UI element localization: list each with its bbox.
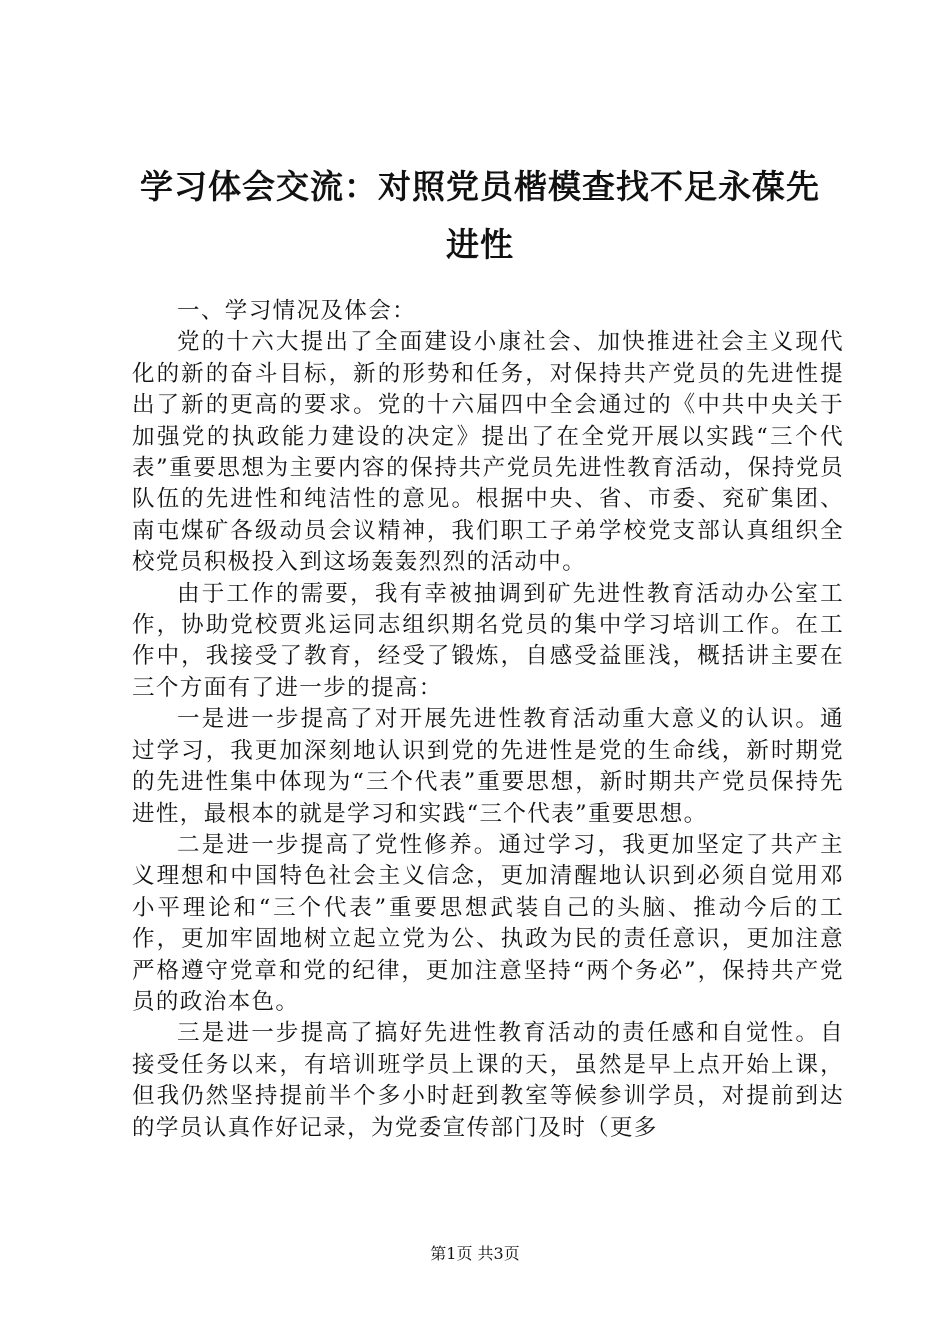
body-paragraph: 三是进一步提高了搞好先进性教育活动的责任感和自觉性。自接受任务以来，有培训班学员上课的天，虽然是早上点开始上课，但我仍然坚持提前半个多小时赶到教室等候参训学员，对提前到达的学员认真作好记录，为党委宣传部门及时（更多 (132, 1020, 844, 1141)
document-body (132, 296, 844, 1144)
body-paragraph: 一是进一步提高了对开展先进性教育活动重大意义的认识。通过学习，我更加深刻地认识到党的先进性是党的生命线，新时期党的先进性集中体现为“三个代表”重要思想，新时期共产党员保持先进性，最根本的就是学习和实践“三个代表”重要思想。 (132, 706, 844, 827)
body-paragraph: 党的十六大提出了全面建设小康社会、加快推进社会主义现代化的新的奋斗目标，新的形势和任务，对保持共产党员的先进性提出了新的更高的要求。党的十六届四中全会通过的《中共中央关于加强党的执政能力建设的决定》提出了在全党开展以实践“三个代表”重要思想为主要内容的保持共产党员先进性教育活动，保持党员队伍的先进性和纯洁性的意见。根据中央、省、市委、兖矿集团、南屯煤矿各级动员会议精神，我们职工子弟学校党支部认真组织全校党员积极投入到这场轰轰烈烈的活动中。 (132, 329, 844, 576)
page-footer: 第1页 共3页 (430, 1244, 520, 1263)
section-heading: 一、学习情况及体会： (177, 298, 417, 324)
body-paragraph: 由于工作的需要，我有幸被抽调到矿先进性教育活动办公室工作，协助党校贾兆运同志组织期名党员的集中学习培训工作。在工作中，我接受了教育，经受了锻炼，自感受益匪浅，概括讲主要在三个方面有了进一步的提高： (132, 580, 844, 701)
document-title: 学习体会交流：对照党员楷模查找不足永葆先进性 (140, 167, 820, 264)
body-paragraph: 二是进一步提高了党性修养。通过学习，我更加坚定了共产主义理想和中国特色社会主义信念，更加清醒地认识到必须自觉用邓小平理论和“三个代表”重要思想武装自己的头脑、推动今后的工作，更加牢固地树立起立党为公、执政为民的责任意识，更加注意严格遵守党章和党的纪律，更加注意坚持“两个务必”，保持共产党员的政治本色。 (132, 831, 844, 1015)
